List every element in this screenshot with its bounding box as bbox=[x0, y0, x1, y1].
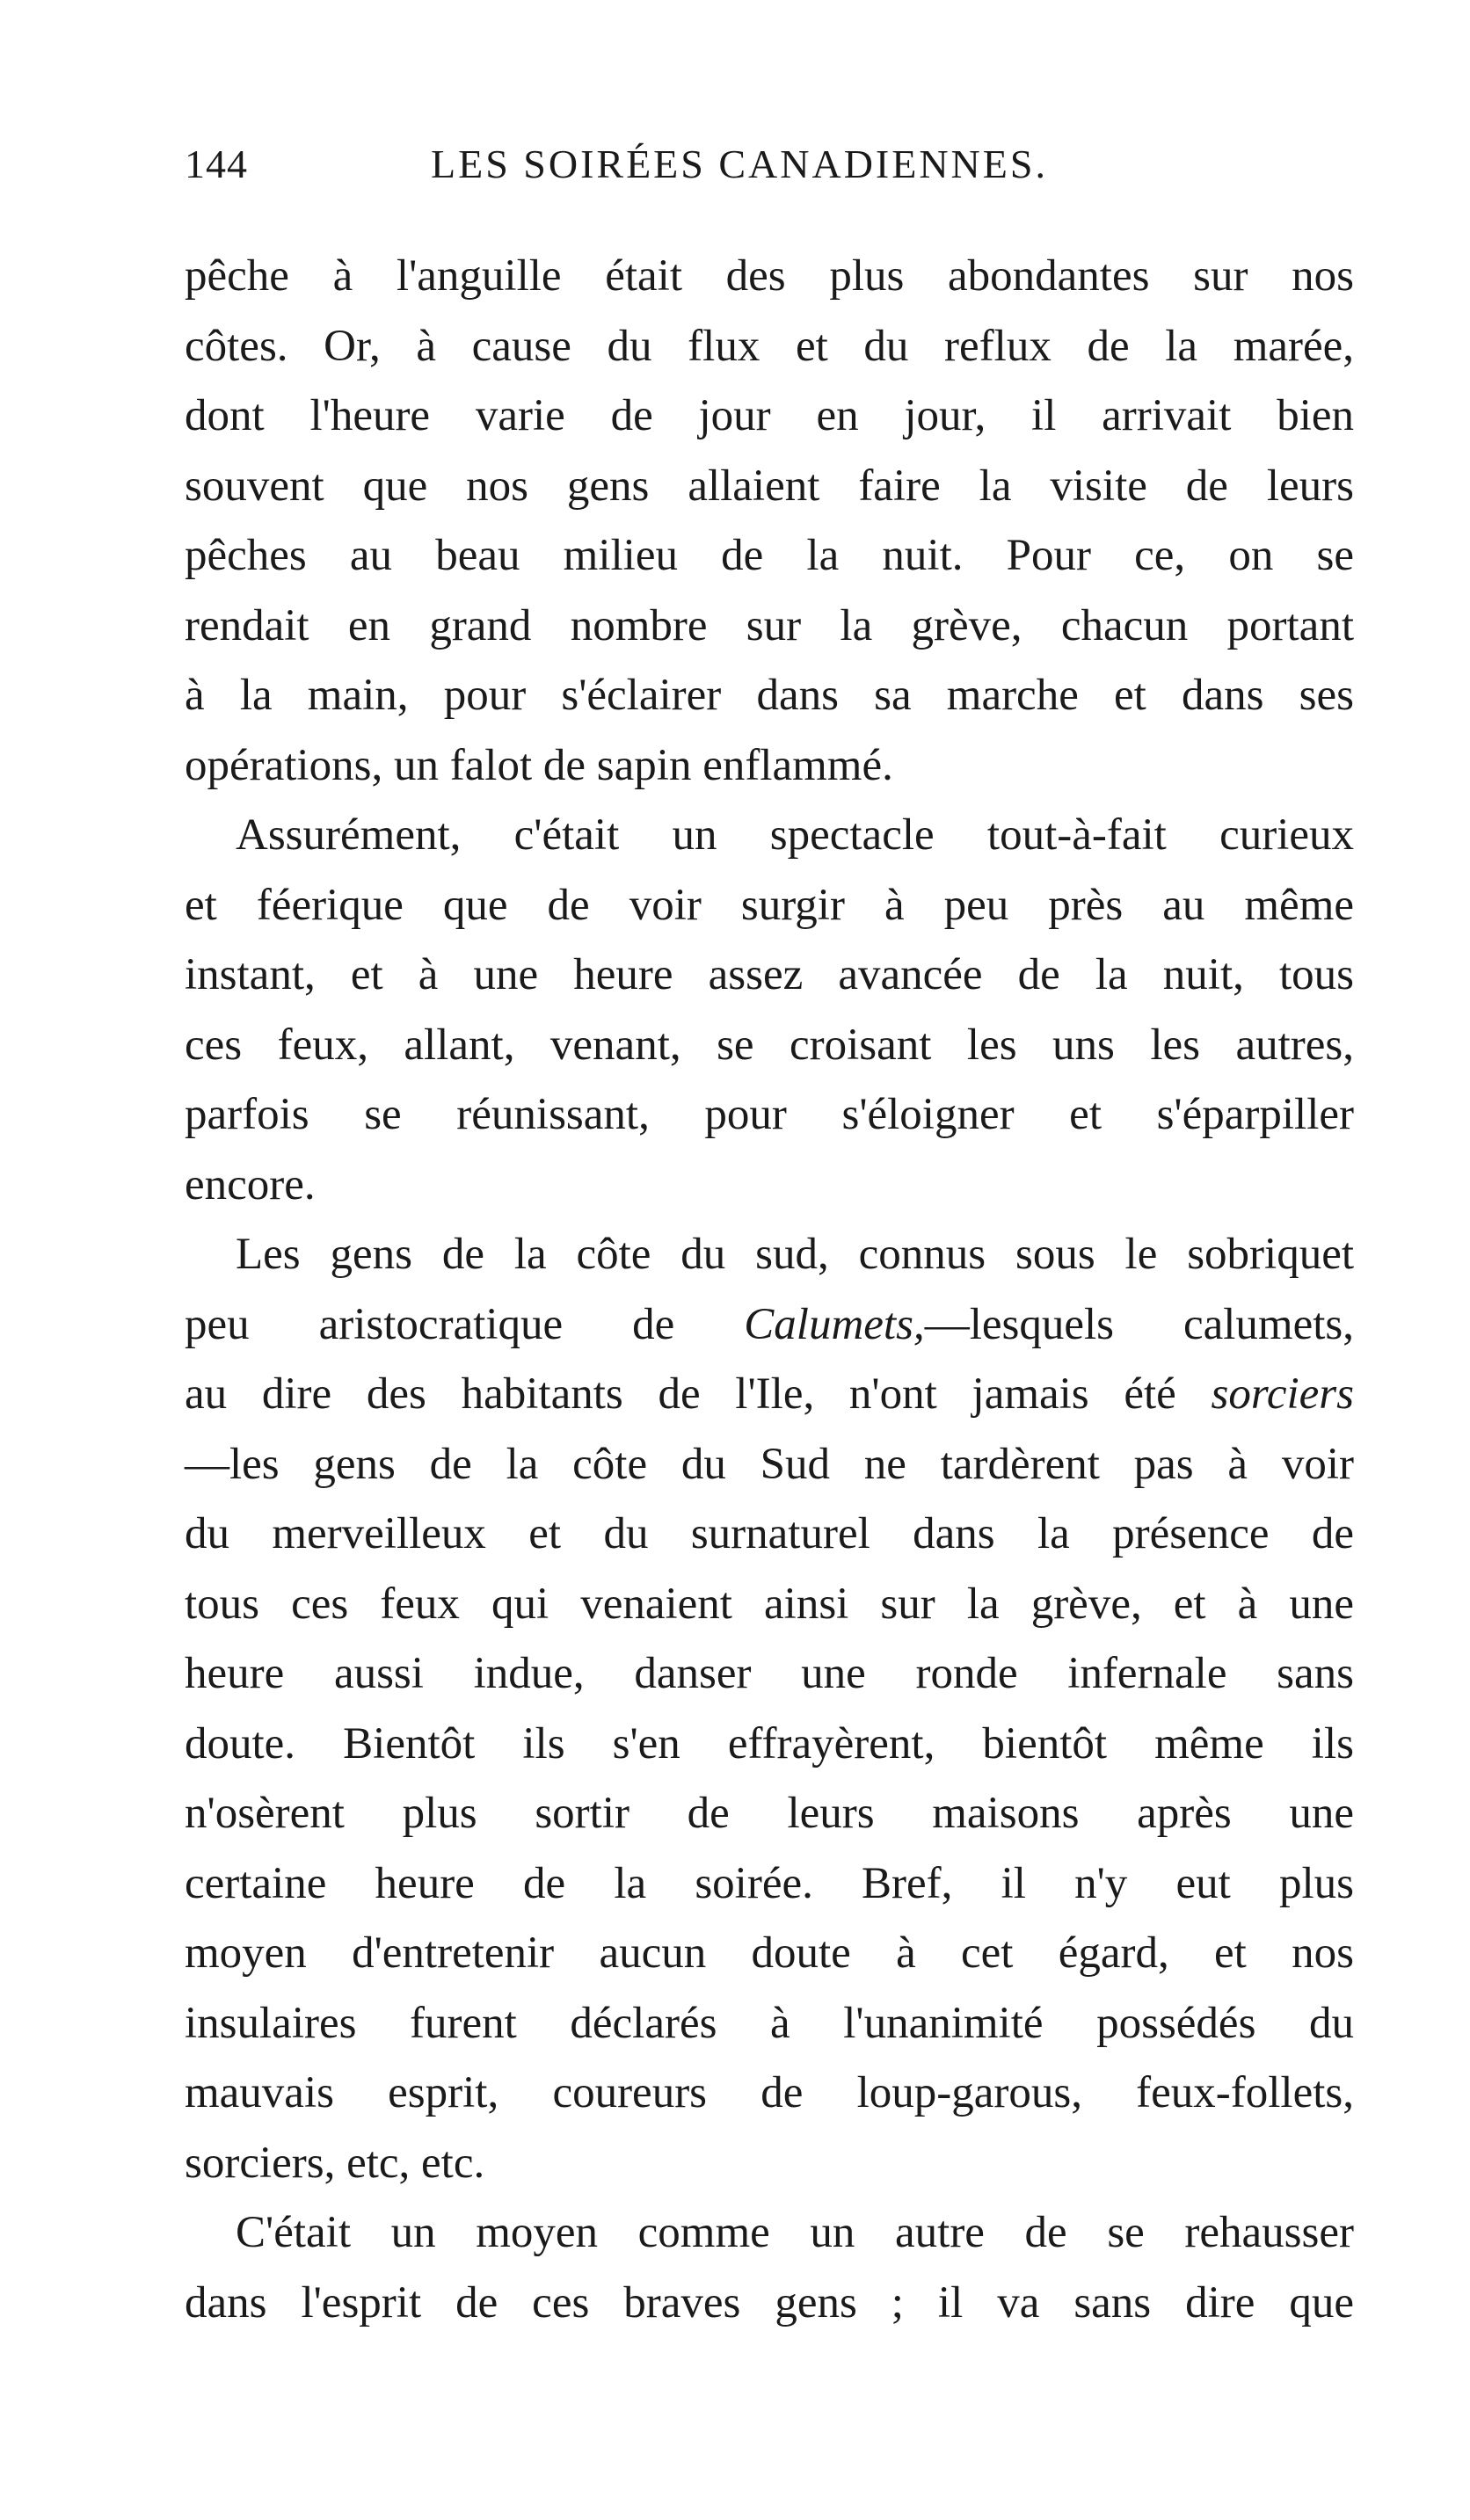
text-line: Les gens de la côte du sud, connus sous le sobriquet bbox=[236, 1230, 1354, 1279]
text-line: Assurément, c'était un spectacle tout-à-fait curieux bbox=[236, 810, 1354, 860]
paragraph bbox=[185, 1220, 1354, 2198]
text-line: mauvais esprit, coureurs de loup-garous, feux-follets, bbox=[185, 2068, 1354, 2117]
text-run: au dire des habitants de l'Ile, n'ont jamais été bbox=[185, 1369, 1212, 1419]
text-line: pêche à l'anguille était des plus abondantes sur nos bbox=[185, 251, 1354, 301]
text-line: insulaires furent déclarés à l'unanimité possédés du bbox=[185, 1998, 1354, 2048]
paragraph bbox=[185, 242, 1354, 801]
text-line: ces feux, allant, venant, se croisant les uns les autres, bbox=[185, 1020, 1354, 1070]
text-line: moyen d'entretenir aucun doute à cet égard, et nos bbox=[185, 1928, 1354, 1978]
text-line: heure aussi indue, danser une ronde infernale sans bbox=[185, 1649, 1354, 1698]
text-line: doute. Bientôt ils s'en effrayèrent, bientôt même ils bbox=[185, 1718, 1354, 1768]
paragraph bbox=[185, 801, 1354, 1220]
italic-term: sorciers bbox=[1211, 1369, 1354, 1419]
text-line: n'osèrent plus sortir de leurs maisons après une bbox=[185, 1789, 1354, 1838]
text-line: rendait en grand nombre sur la grève, chacun portant bbox=[185, 600, 1354, 650]
body-text bbox=[185, 242, 1354, 2338]
italic-term: Calumets, bbox=[744, 1299, 925, 1349]
running-title: LES SOIRÉES CANADIENNES. bbox=[431, 142, 1048, 186]
text-line: sorciers, etc, etc. bbox=[185, 2138, 485, 2188]
text-line: du merveilleux et du surnaturel dans la présence de bbox=[185, 1509, 1354, 1558]
text-line: instant, et à une heure assez avancée de la nuit, tous bbox=[185, 950, 1354, 999]
text-line: dans l'esprit de ces braves gens ; il va sans dire que bbox=[185, 2277, 1354, 2328]
text-line: certaine heure de la soirée. Bref, il n'y eut plus bbox=[185, 1858, 1354, 1908]
text-line: C'était un moyen comme un autre de se rehausser bbox=[236, 2208, 1354, 2257]
text-line: côtes. Or, à cause du flux et du reflux de la marée, bbox=[185, 321, 1354, 371]
paragraph bbox=[185, 2198, 1354, 2338]
text-run: —lesquels calumets, bbox=[924, 1299, 1354, 1349]
text-line bbox=[185, 1360, 1354, 1430]
text-line: souvent que nos gens allaient faire la visite de leurs bbox=[185, 461, 1354, 511]
text-line: à la main, pour s'éclairer dans sa marche et dans ses bbox=[185, 671, 1354, 720]
text-line: tous ces feux qui venaient ainsi sur la grève, et à une bbox=[185, 1579, 1354, 1629]
text-line: opérations, un falot de sapin enflammé. bbox=[185, 740, 893, 790]
text-line: encore. bbox=[185, 1159, 316, 1209]
text-line: et féerique que de voir surgir à peu près au même bbox=[185, 880, 1354, 930]
text-line: —les gens de la côte du Sud ne tardèrent pas à voir bbox=[185, 1439, 1354, 1489]
text-line bbox=[185, 1290, 1354, 1361]
text-line: pêches au beau milieu de la nuit. Pour ce, on se bbox=[185, 531, 1354, 580]
text-run: peu aristocratique de bbox=[185, 1299, 745, 1349]
text-line: dont l'heure varie de jour en jour, il arrivait bien bbox=[185, 391, 1354, 440]
running-head bbox=[185, 141, 1354, 193]
page-number: 144 bbox=[185, 142, 248, 186]
text-line: parfois se réunissant, pour s'éloigner et s'éparpiller bbox=[185, 1090, 1354, 1139]
